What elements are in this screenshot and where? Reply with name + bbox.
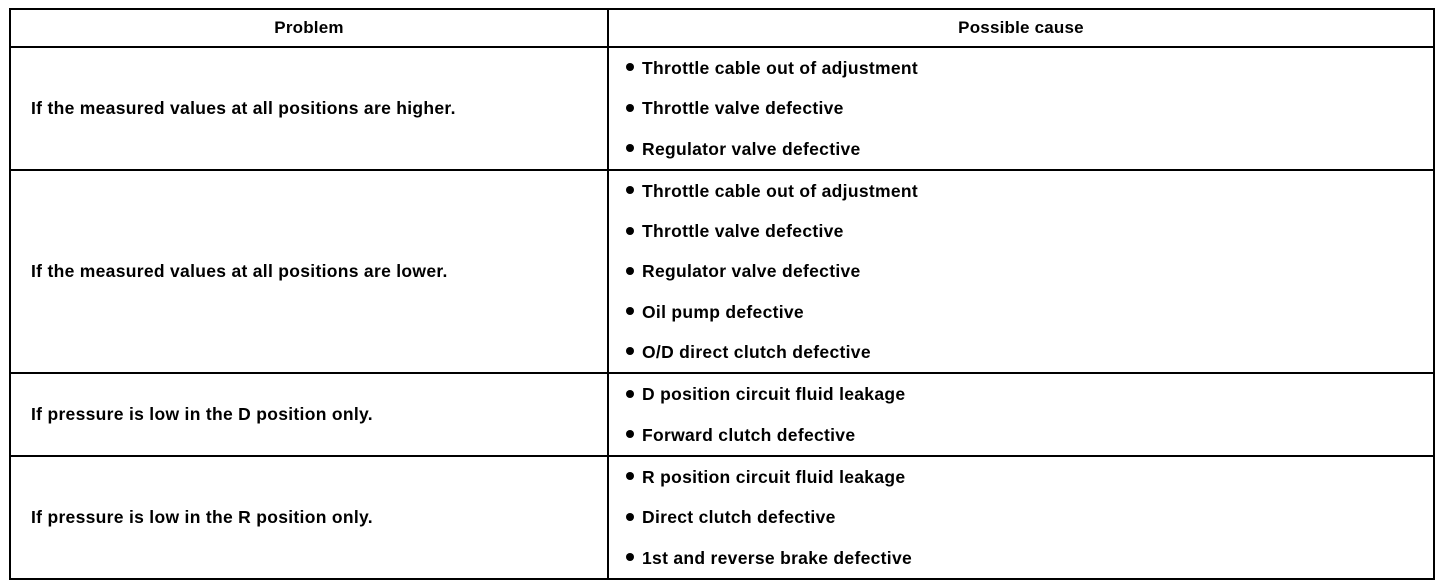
bullet-icon <box>626 307 634 315</box>
cause-item <box>626 332 1433 372</box>
bullet-icon <box>626 513 634 521</box>
cause-item <box>626 48 1433 88</box>
bullet-icon <box>626 227 634 235</box>
problem-column-header: Problem <box>10 9 608 47</box>
bullet-icon <box>626 347 634 355</box>
cause-item <box>626 415 1433 455</box>
cause-text: Direct clutch defective <box>642 507 836 528</box>
cause-text: Forward clutch defective <box>642 424 856 445</box>
cause-item <box>626 292 1433 332</box>
cause-item <box>626 251 1433 291</box>
cause-text: O/D direct clutch defective <box>642 342 871 363</box>
cause-text: R position circuit fluid leakage <box>642 466 906 487</box>
table-row <box>10 170 1434 373</box>
cause-text: Throttle cable out of adjustment <box>642 58 918 78</box>
table-row <box>10 456 1434 579</box>
cause-cell <box>608 456 1434 579</box>
cause-item <box>626 497 1433 537</box>
table-row <box>10 373 1434 456</box>
table-row <box>10 47 1434 170</box>
cause-text: Throttle valve defective <box>642 221 844 242</box>
problem-cell: If pressure is low in the R position only. <box>10 456 608 579</box>
cause-item <box>626 457 1433 497</box>
cause-item <box>626 171 1433 211</box>
troubleshooting-table <box>9 8 1435 580</box>
cause-text: Throttle valve defective <box>642 98 844 119</box>
cause-cell <box>608 170 1434 373</box>
table-header <box>10 9 1434 47</box>
bullet-icon <box>626 186 634 194</box>
cause-text: Regulator valve defective <box>642 138 861 159</box>
troubleshooting-table-container <box>9 8 1433 580</box>
bullet-icon <box>626 104 634 112</box>
table-body <box>10 47 1434 579</box>
bullet-icon <box>626 430 634 438</box>
header-row <box>10 9 1434 47</box>
cause-item <box>626 88 1433 128</box>
cause-text: D position circuit fluid leakage <box>642 384 906 405</box>
bullet-icon <box>626 390 634 398</box>
cause-item <box>626 538 1433 578</box>
problem-cell: If pressure is low in the D position only. <box>10 373 608 456</box>
cause-cell <box>608 373 1434 456</box>
bullet-icon <box>626 472 634 480</box>
cause-item <box>626 374 1433 414</box>
possible-cause-column-header: Possible cause <box>608 9 1434 47</box>
cause-text: Regulator valve defective <box>642 261 861 282</box>
cause-text: 1st and reverse brake defective <box>642 547 913 568</box>
cause-item <box>626 211 1433 251</box>
problem-cell: If the measured values at all positions are lower. <box>10 170 608 373</box>
cause-item <box>626 129 1433 169</box>
cause-text: Oil pump defective <box>642 301 804 322</box>
bullet-icon <box>626 144 634 152</box>
bullet-icon <box>626 553 634 561</box>
cause-cell <box>608 47 1434 170</box>
problem-cell: If the measured values at all positions are higher. <box>10 47 608 170</box>
bullet-icon <box>626 63 634 71</box>
cause-text: Throttle cable out of adjustment <box>642 180 918 201</box>
bullet-icon <box>626 267 634 275</box>
